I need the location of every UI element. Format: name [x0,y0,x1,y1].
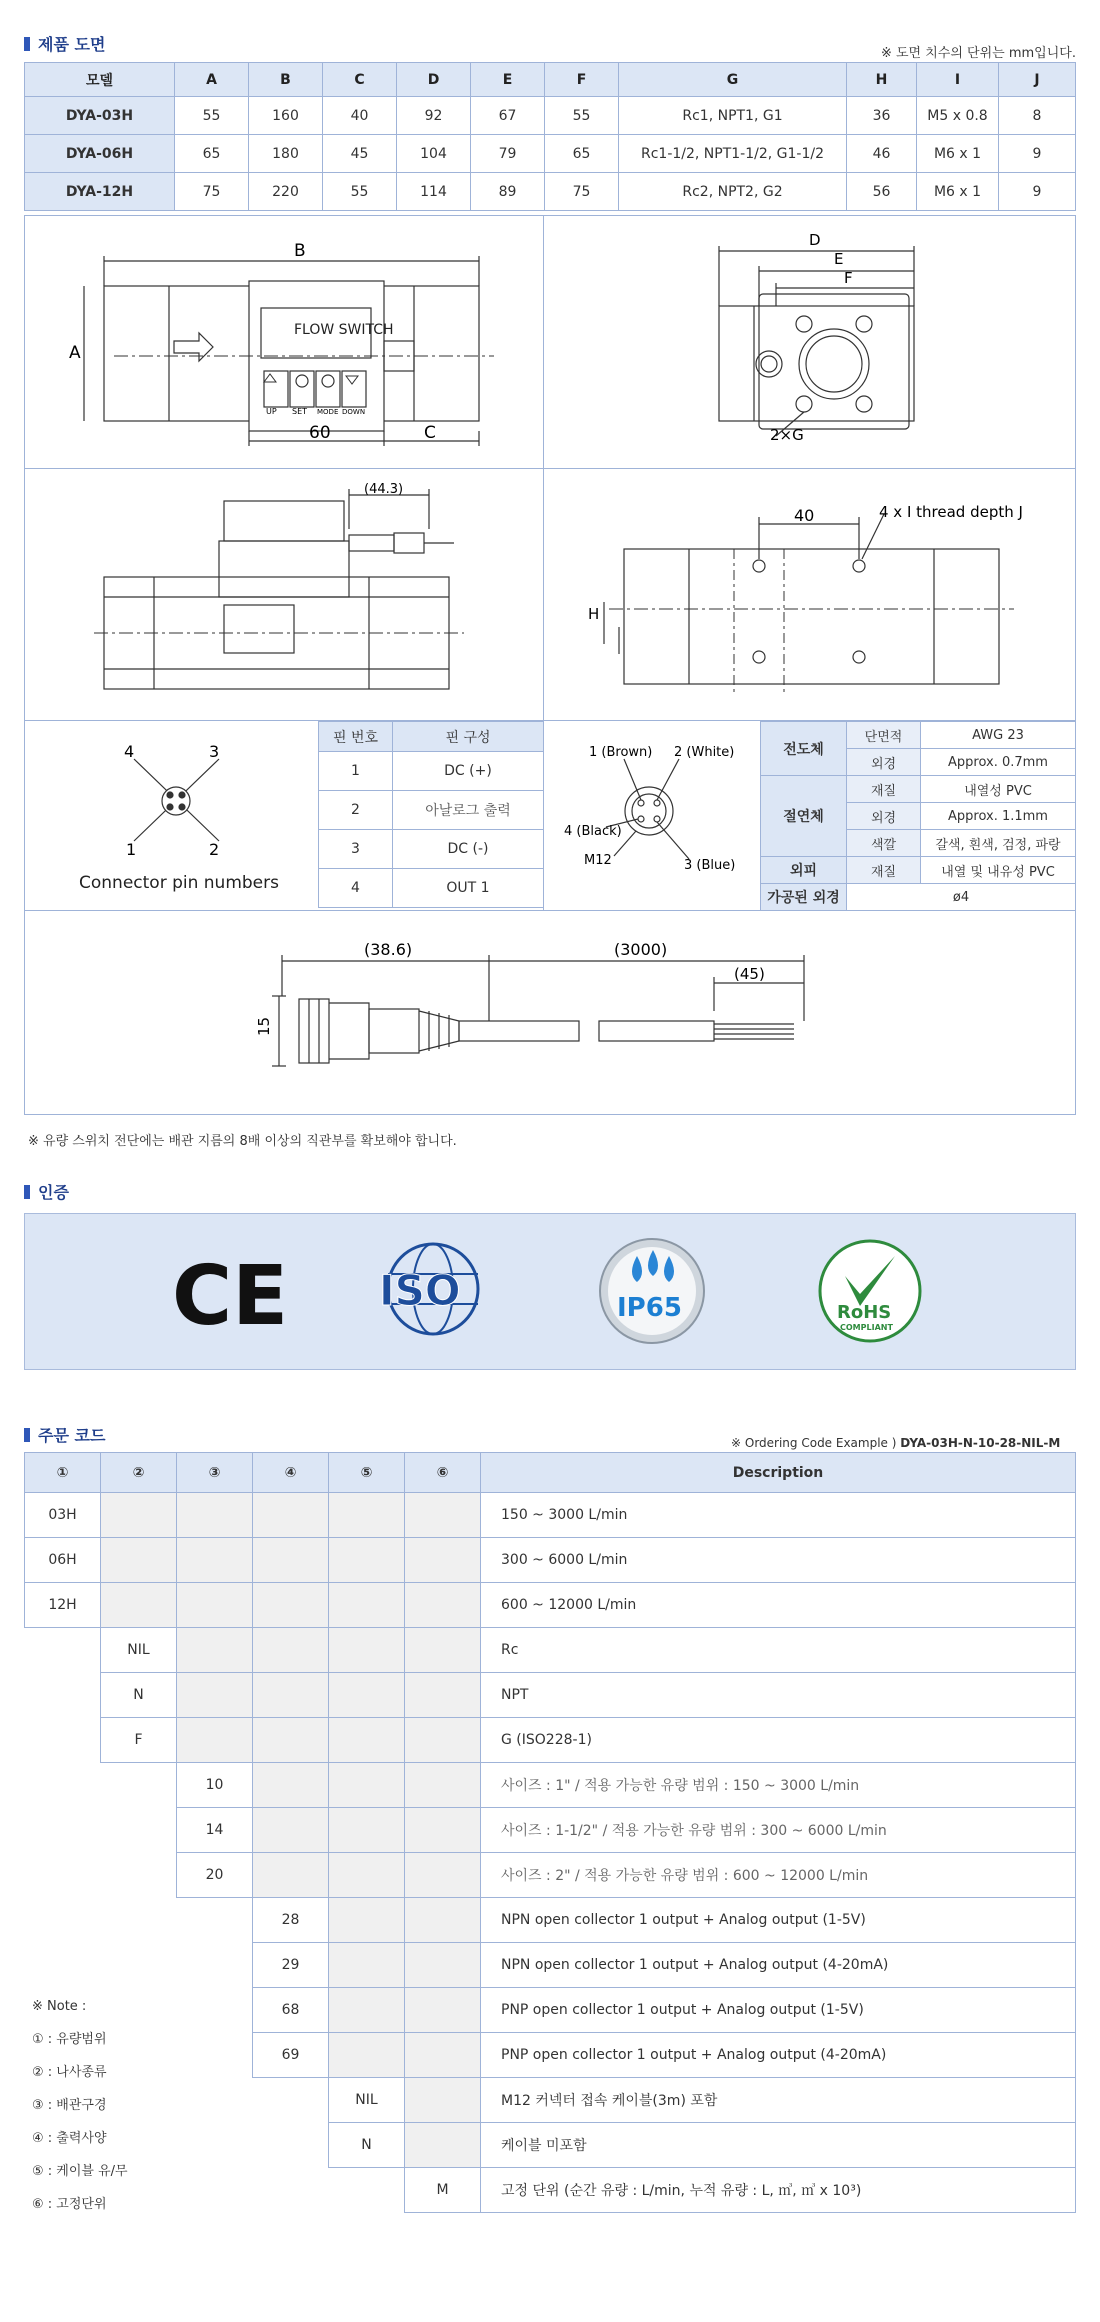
table-cell: 내열성 PVC [921,776,1076,803]
svg-text:40: 40 [794,506,815,525]
table-cell: 10 [177,1763,253,1808]
table-cell: NPN open collector 1 output + Analog output (1-5V) [481,1898,1076,1943]
table-cell [405,1538,481,1583]
svg-text:F: F [844,269,853,287]
svg-text:MODE: MODE [317,408,339,416]
ip65-badge-icon [597,1236,707,1346]
table-cell [329,1808,405,1853]
dimension-row-03h [25,97,1076,135]
table-cell [405,1763,481,1808]
table-cell [253,1628,329,1673]
table-cell: 75 [545,173,619,211]
note-title: ※ Note : [32,1999,87,2014]
header-model: 모델 [25,63,175,97]
footnote: ※ 유량 스위치 전단에는 배관 지름의 8배 이상의 직관부를 확보해야 합니다. [28,1134,457,1149]
bottom-view-drawing [544,469,1076,720]
table-cell: 내열 및 내유성 PVC [921,857,1076,884]
table-cell: 재질 [847,776,921,803]
table-cell: 300 ~ 6000 L/min [481,1538,1076,1583]
table-cell: 외경 [847,749,921,776]
table-cell [253,1493,329,1538]
svg-text:CE: CE [172,1249,289,1344]
dimension-table [24,62,1076,211]
order-row [25,1763,1076,1808]
table-cell [101,1538,177,1583]
table-cell: 03H [25,1493,101,1538]
header-c: C [323,63,397,97]
table-cell [329,1853,405,1898]
table-header-cell: ③ [177,1453,253,1493]
table-cell: 75 [175,173,249,211]
table-cell: 114 [397,173,471,211]
table-cell: 29 [253,1943,329,1988]
table-header-cell: ① [25,1453,101,1493]
table-cell: M [405,2168,481,2213]
order-row [25,1718,1076,1763]
table-header-cell: ⑤ [329,1453,405,1493]
table-cell: 전도체 [761,722,847,776]
table-cell [101,1943,177,1988]
front-view-drawing [24,216,543,468]
table-cell [25,1718,101,1763]
table-cell [405,1853,481,1898]
header-b: B [249,63,323,97]
table-cell: 절연체 [761,776,847,857]
table-header-cell: ④ [253,1453,329,1493]
note-list [32,1990,232,2221]
svg-text:SET: SET [292,407,308,416]
table-cell [177,1673,253,1718]
section-title-cert: 인증 [24,1180,69,1203]
table-cell: 150 ~ 3000 L/min [481,1493,1076,1538]
table-cell: 220 [249,173,323,211]
table-cell: DYA-06H [25,135,175,173]
table-cell: NIL [101,1628,177,1673]
header-h: H [847,63,917,97]
header-f: F [545,63,619,97]
table-cell [25,1853,101,1898]
table-cell [405,1988,481,2033]
table-cell: 46 [847,135,917,173]
table-cell [405,2078,481,2123]
table-cell: 20 [177,1853,253,1898]
table-cell: 단면적 [847,722,921,749]
table-cell: 아날로그 출력 [393,791,544,830]
table-cell: 3 [319,830,393,869]
table-cell: DC (+) [393,752,544,791]
svg-text:(45): (45) [734,965,765,983]
order-row [25,1808,1076,1853]
table-cell [177,1898,253,1943]
table-header-cell: 핀 번호 [319,722,393,752]
table-cell [25,1898,101,1943]
side-view-drawing [544,216,1076,468]
table-cell: F [101,1718,177,1763]
svg-text:M12: M12 [584,853,612,868]
dimension-header-row [25,63,1076,97]
svg-text:DOWN: DOWN [342,408,366,416]
svg-text:(44.3): (44.3) [364,482,404,497]
table-cell [177,1943,253,1988]
table-cell: M6 x 1 [917,135,999,173]
svg-text:2×G: 2×G [770,426,804,444]
table-cell: 9 [999,173,1076,211]
table-cell: 160 [249,97,323,135]
pin-table [318,721,544,908]
svg-text:E: E [834,250,844,268]
svg-text:H: H [588,605,600,623]
table-cell [405,1493,481,1538]
header-i: I [917,63,999,97]
table-cell: 55 [323,173,397,211]
section-title-drawing: 제품 도면 [24,32,105,55]
svg-text:A: A [69,343,81,363]
table-cell: 104 [397,135,471,173]
table-cell: 4 [319,869,393,908]
table-cell [177,1583,253,1628]
note-item: ⑥ : 고정단위 [32,2197,107,2212]
table-cell: 재질 [847,857,921,884]
table-cell [177,1718,253,1763]
svg-text:D: D [809,231,821,249]
svg-text:COMPLIANT: COMPLIANT [840,1323,893,1332]
table-header-cell: 핀 구성 [393,722,544,752]
svg-text:4 (Black): 4 (Black) [564,824,622,839]
table-cell: AWG 23 [921,722,1076,749]
table-cell: 45 [323,135,397,173]
table-cell [253,2123,329,2168]
table-cell: G (ISO228-1) [481,1718,1076,1763]
table-cell [101,1583,177,1628]
table-cell [101,1853,177,1898]
svg-text:IP65: IP65 [617,1293,682,1323]
table-cell: Rc1-1/2, NPT1-1/2, G1-1/2 [619,135,847,173]
table-cell: NPN open collector 1 output + Analog output (4-20mA) [481,1943,1076,1988]
connector-pin-diagram [24,721,319,910]
table-cell: 고정 단위 (순간 유량 : L/min, 누적 유량 : L, ㎥, ㎥ x 10³) [481,2168,1076,2213]
table-cell: 89 [471,173,545,211]
table-cell: 외경 [847,803,921,830]
order-row [25,1673,1076,1718]
table-cell [329,1673,405,1718]
svg-text:60: 60 [309,423,331,443]
table-cell [253,1853,329,1898]
table-cell [329,2033,405,2078]
table-cell [405,2033,481,2078]
order-row [25,1628,1076,1673]
table-cell: DYA-03H [25,97,175,135]
table-cell: PNP open collector 1 output + Analog output (1-5V) [481,1988,1076,2033]
svg-text:4: 4 [124,742,135,761]
svg-text:2: 2 [209,840,220,859]
table-cell [253,1538,329,1583]
table-cell [253,1718,329,1763]
order-row [25,1538,1076,1583]
table-cell: 65 [175,135,249,173]
header-g: G [619,63,847,97]
ce-mark-icon [170,1249,289,1344]
table-cell: 12H [25,1583,101,1628]
header-d: D [397,63,471,97]
table-cell: 56 [847,173,917,211]
table-cell [329,1538,405,1583]
table-cell: 69 [253,2033,329,2078]
connector-caption: Connector pin numbers [79,873,279,893]
table-cell [405,1898,481,1943]
m12-connector-diagram [544,721,759,910]
dimension-row-12h [25,173,1076,211]
table-cell: 68 [253,1988,329,2033]
table-cell: 92 [397,97,471,135]
table-cell [329,1763,405,1808]
table-cell: 79 [471,135,545,173]
table-cell [329,1898,405,1943]
note-item: ③ : 배관구경 [32,2098,107,2113]
table-cell [253,2078,329,2123]
table-cell: M5 x 0.8 [917,97,999,135]
dimension-row-06h [25,135,1076,173]
table-cell [329,1943,405,1988]
table-header-cell: Description [481,1453,1076,1493]
svg-text:4 x I thread depth J: 4 x I thread depth J [879,503,1023,521]
table-cell: 55 [175,97,249,135]
rohs-badge-icon [815,1236,925,1346]
table-cell: M6 x 1 [917,173,999,211]
certification-band [24,1213,1076,1370]
table-cell: Approx. 1.1mm [921,803,1076,830]
order-row [25,1943,1076,1988]
table-cell: DC (-) [393,830,544,869]
table-cell [253,2168,329,2213]
table-cell: 9 [999,135,1076,173]
table-cell [253,1763,329,1808]
note-item: ① : 유량범위 [32,2032,107,2047]
table-cell: 8 [999,97,1076,135]
svg-text:15: 15 [255,1016,273,1036]
table-cell: 55 [545,97,619,135]
table-cell: 가공된 외경 [761,884,847,911]
ordering-example: ※ Ordering Code Example ) DYA-03H-N-10-28-NIL-M [731,1436,1061,1450]
svg-text:ISO: ISO [379,1266,461,1315]
svg-text:3: 3 [209,742,220,761]
table-cell [177,1628,253,1673]
table-cell [253,1808,329,1853]
table-cell: 14 [177,1808,253,1853]
note-item: ② : 나사종류 [32,2065,107,2080]
table-cell [329,1718,405,1763]
table-cell [405,1943,481,1988]
table-cell: 600 ~ 12000 L/min [481,1583,1076,1628]
table-cell [405,1628,481,1673]
table-cell [177,1538,253,1583]
table-cell [405,1718,481,1763]
table-cell: 사이즈 : 2" / 적용 가능한 유량 범위 : 600 ~ 12000 L/min [481,1853,1076,1898]
cable-drawing [24,911,1076,1114]
table-cell: 40 [323,97,397,135]
table-cell: 06H [25,1538,101,1583]
svg-text:UP: UP [266,407,277,416]
table-cell: OUT 1 [393,869,544,908]
header-e: E [471,63,545,97]
svg-text:(3000): (3000) [614,940,668,959]
note-item: ⑤ : 케이블 유/무 [32,2164,128,2179]
table-header-cell: ⑥ [405,1453,481,1493]
table-cell [101,1763,177,1808]
table-cell: N [101,1673,177,1718]
cable-spec-table [760,721,1076,911]
svg-text:RoHS: RoHS [837,1302,892,1323]
table-cell [25,1763,101,1808]
table-header-cell: ② [101,1453,177,1493]
table-cell: M12 커넥터 접속 케이블(3m) 포함 [481,2078,1076,2123]
table-cell: PNP open collector 1 output + Analog output (4-20mA) [481,2033,1076,2078]
table-cell: Rc [481,1628,1076,1673]
table-cell [25,1943,101,1988]
table-cell: DYA-12H [25,173,175,211]
table-cell [101,1493,177,1538]
table-cell: Rc2, NPT2, G2 [619,173,847,211]
svg-text:1: 1 [126,840,137,859]
table-cell [253,1583,329,1628]
table-cell: N [329,2123,405,2168]
svg-text:(38.6): (38.6) [364,940,413,959]
svg-text:1 (Brown): 1 (Brown) [589,745,653,760]
table-cell: 색깔 [847,830,921,857]
table-cell [329,1988,405,2033]
table-cell [329,1583,405,1628]
table-cell [329,1628,405,1673]
table-cell: 외피 [761,857,847,884]
order-row [25,1853,1076,1898]
unit-note: ※ 도면 치수의 단위는 mm입니다. [880,46,1076,61]
table-cell [329,2168,405,2213]
order-row [25,1583,1076,1628]
table-cell: 28 [253,1898,329,1943]
svg-text:B: B [294,241,306,261]
table-cell: 67 [471,97,545,135]
svg-text:FLOW SWITCH: FLOW SWITCH [294,322,394,338]
table-cell [329,1493,405,1538]
iso-logo-icon [375,1239,495,1339]
table-cell [253,1673,329,1718]
table-cell: ø4 [847,884,1076,911]
table-cell: 180 [249,135,323,173]
table-cell: NIL [329,2078,405,2123]
svg-text:2 (White): 2 (White) [674,745,735,760]
table-cell: 갈색, 흰색, 검정, 파랑 [921,830,1076,857]
table-cell: 36 [847,97,917,135]
table-cell [101,1898,177,1943]
svg-text:3 (Blue): 3 (Blue) [684,858,736,873]
table-cell [25,1628,101,1673]
table-cell [405,2123,481,2168]
table-cell [405,1808,481,1853]
table-cell [25,1673,101,1718]
order-row [25,1493,1076,1538]
header-j: J [999,63,1076,97]
table-cell: 사이즈 : 1-1/2" / 적용 가능한 유량 범위 : 300 ~ 6000 L/min [481,1808,1076,1853]
table-cell: 사이즈 : 1" / 적용 가능한 유량 범위 : 150 ~ 3000 L/min [481,1763,1076,1808]
table-cell: 1 [319,752,393,791]
top-view-drawing [24,469,543,720]
table-cell: 2 [319,791,393,830]
table-cell [405,1673,481,1718]
order-row [25,1898,1076,1943]
table-cell [405,1583,481,1628]
table-cell: 65 [545,135,619,173]
svg-text:C: C [424,423,436,443]
table-cell: 케이블 미포함 [481,2123,1076,2168]
table-cell: Rc1, NPT1, G1 [619,97,847,135]
table-cell: NPT [481,1673,1076,1718]
table-cell [177,1493,253,1538]
section-title-order: 주문 코드 [24,1423,105,1446]
note-item: ④ : 출력사양 [32,2131,107,2146]
header-a: A [175,63,249,97]
table-cell [25,1808,101,1853]
table-cell [101,1808,177,1853]
table-cell: Approx. 0.7mm [921,749,1076,776]
